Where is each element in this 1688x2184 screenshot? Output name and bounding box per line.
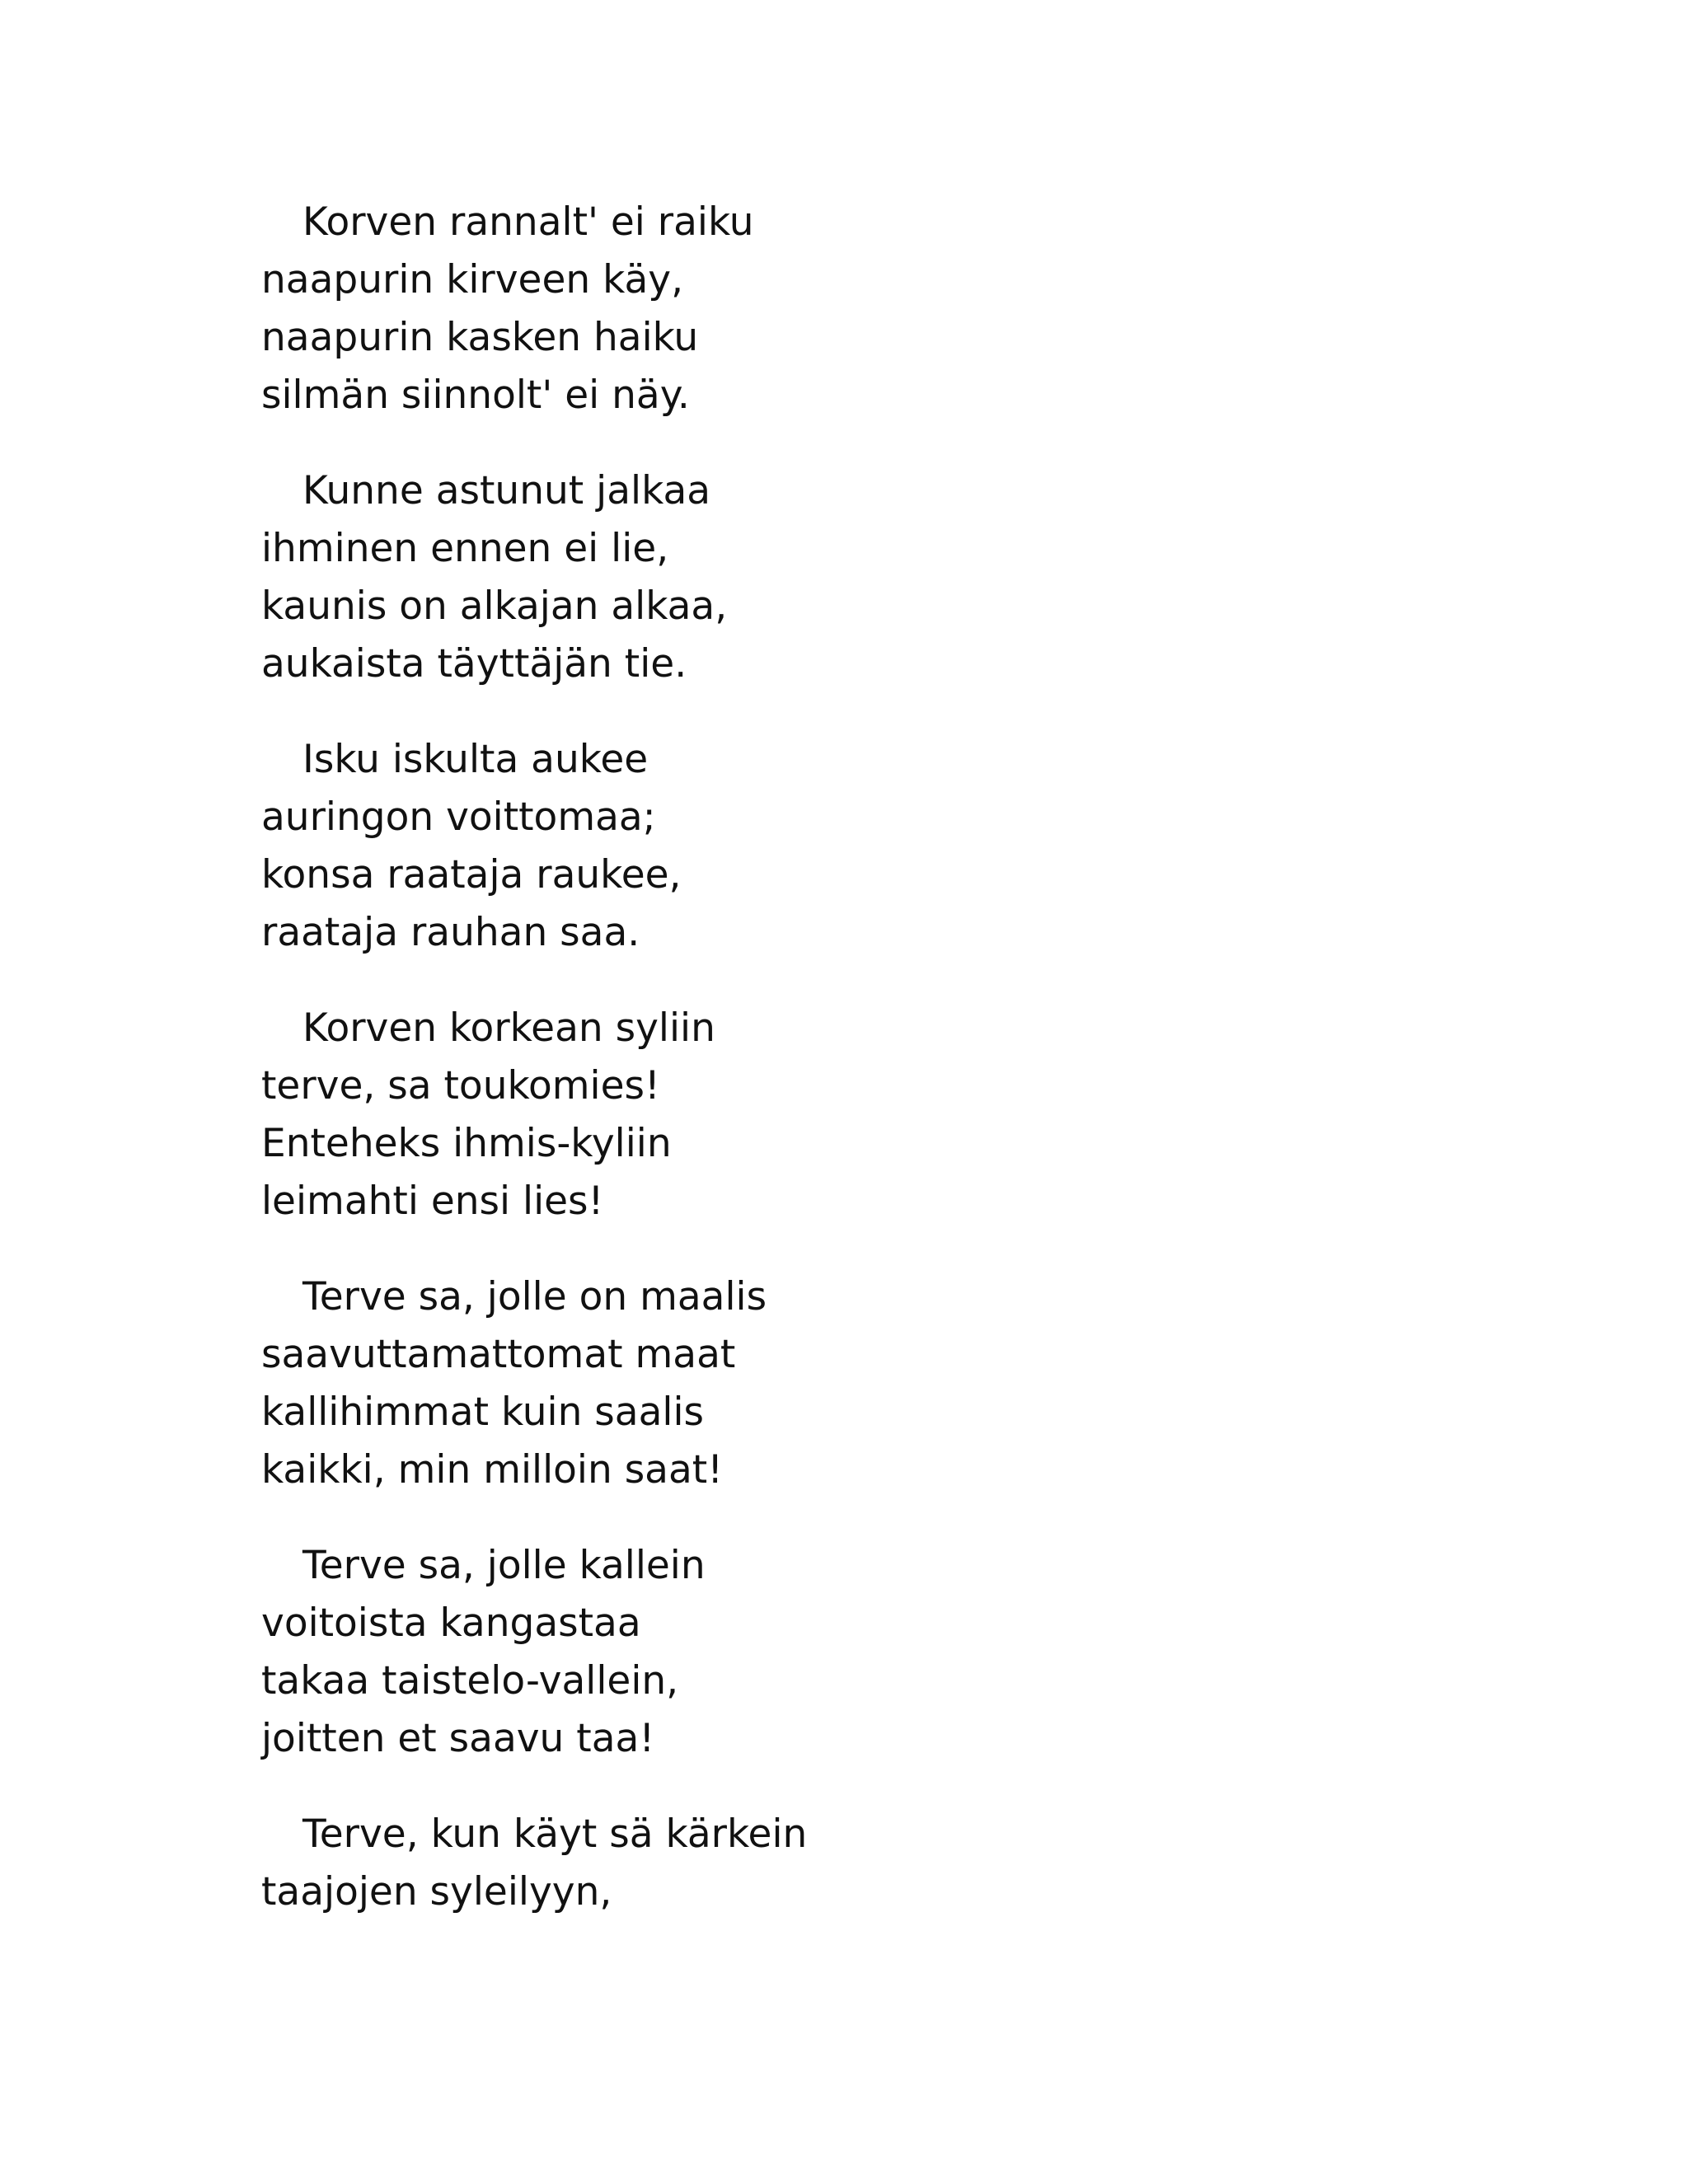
stanza-6: [261, 1537, 1415, 1768]
poem-line: Korven rannalt' ei raiku: [302, 199, 754, 245]
stanza-5: [261, 1268, 1415, 1499]
poem-line: auringon voittomaa;: [261, 794, 656, 840]
poem-line: taajojen syleilyyn,: [261, 1869, 612, 1915]
stanza-7: [261, 1806, 1415, 1921]
poem-line: joitten et saavu taa!: [261, 1716, 655, 1761]
stanza-4: [261, 1000, 1415, 1230]
poem-line: saavuttamattomat maat: [261, 1332, 736, 1377]
poem-line: voitoista kangastaa: [261, 1601, 641, 1646]
poem-line: terve, sa toukomies!: [261, 1063, 660, 1108]
poem-line: Terve sa, jolle on maalis: [302, 1274, 767, 1319]
poem-line: Korven korkean syliin: [302, 1005, 715, 1051]
poem-line: Terve sa, jolle kallein: [302, 1543, 706, 1588]
poem-line: naapurin kirveen käy,: [261, 257, 684, 302]
poem-line: takaa taistelo-vallein,: [261, 1658, 679, 1704]
poem-line: konsa raataja raukee,: [261, 852, 682, 898]
poem-line: Terve, kun käyt sä kärkein: [302, 1811, 808, 1857]
poem-line: ihminen ennen ei lie,: [261, 526, 669, 571]
stanza-1: [261, 194, 1415, 424]
poem-text: [261, 194, 1415, 1959]
poem-line: aukaista täyttäjän tie.: [261, 641, 687, 687]
poem-line: silmän siinnolt' ei näy.: [261, 373, 690, 418]
poem-line: kallihimmat kuin saalis: [261, 1390, 704, 1435]
poem-line: kaunis on alkajan alkaa,: [261, 583, 728, 629]
poem-line: leimahti ensi lies!: [261, 1179, 604, 1224]
poem-line: naapurin kasken haiku: [261, 315, 699, 360]
poem-line: kaikki, min milloin saat!: [261, 1447, 724, 1493]
poem-line: raataja rauhan saa.: [261, 910, 640, 955]
poem-line: Kunne astunut jalkaa: [302, 468, 711, 513]
stanza-2: [261, 462, 1415, 693]
stanza-3: [261, 731, 1415, 962]
poem-line: Isku iskulta aukee: [302, 737, 649, 782]
poem-line: Enteheks ihmis-kyliin: [261, 1121, 672, 1166]
